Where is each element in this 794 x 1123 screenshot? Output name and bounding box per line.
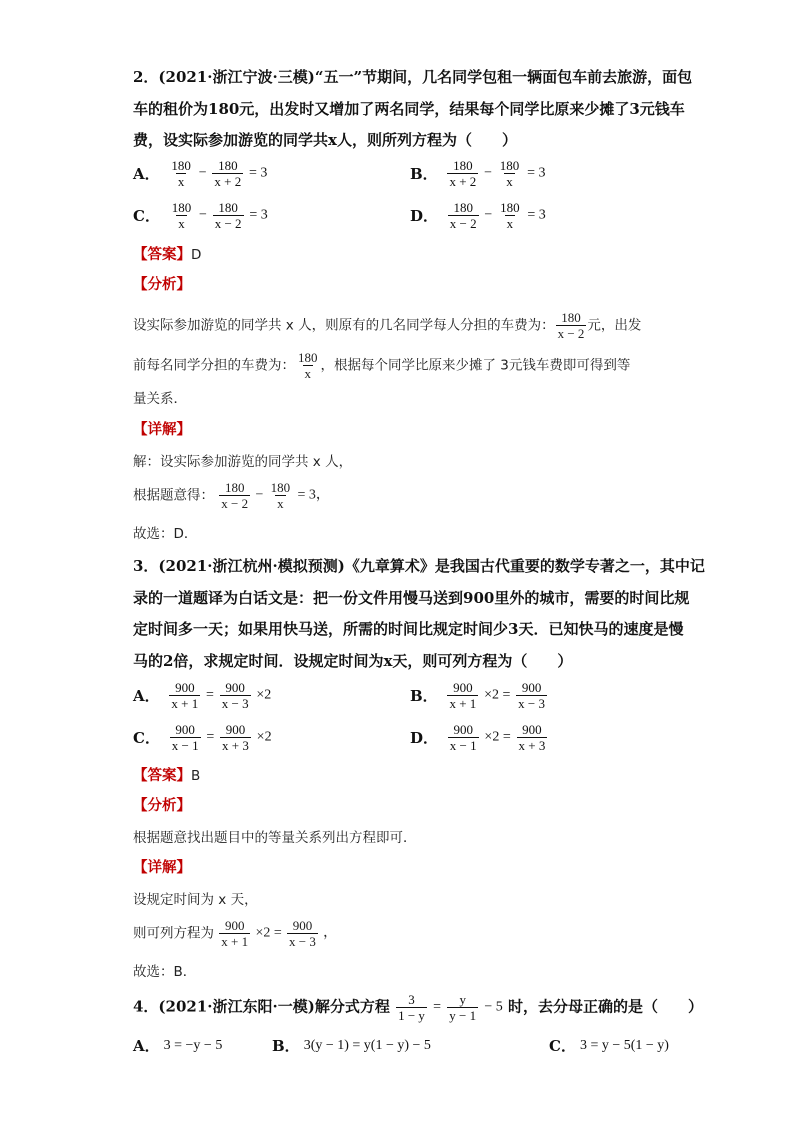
q2-option-b: B． $\frac{180}{x + 2}$ − $\frac{180}{x}$ = 3: [410, 158, 546, 189]
q2-detail-line-1: 解：设实际参加游览的同学共 x 人，: [133, 454, 353, 470]
q4-option-b: B． 3(y − 1) = y(1 − y) − 5: [272, 1037, 431, 1055]
q2-analysis-line-3: 量关系．: [133, 391, 187, 407]
q2-option-d: D． $\frac{180}{x - 2}$ − $\frac{180}{x}$ = 3: [410, 200, 546, 231]
q3-option-b: B． $\frac{900}{x + 1}$ ×2 = $\frac{900}{x - 3}$: [410, 680, 546, 711]
q4-stem-line-1: 4．(2021·浙江东阳·一模)解分式方程 $\frac{3}{1 - y}$ = $\frac{y}{y - 1}$ − 5 时，去分母正确的是（ ）: [133, 992, 704, 1023]
q2-stem-line-1: 2．(2021·浙江宁波·三模)“五一”节期间，几名同学包租一辆面包车前去旅游，面包: [133, 68, 693, 86]
q3-detail-line-3: 故选：B．: [133, 964, 197, 980]
q4-option-c: C． 3 = y − 5(1 − y): [549, 1037, 669, 1055]
q3-option-d: D． $\frac{900}{x - 1}$ ×2 = $\frac{900}{x + 3}$: [410, 722, 546, 753]
q3-detail-line-2: 则可列方程为 $\frac{900}{x + 1}$ ×2 = $\frac{900}{x - 3}$ ，: [133, 918, 338, 949]
q2-analysis-tag: 【分析】: [133, 277, 191, 293]
q2-stem-line-3: 费，设实际参加游览的同学共x人，则所列方程为（ ）: [133, 131, 517, 149]
q2-stem-line-2: 车的租价为180元，出发时又增加了两名同学，结果每个同学比原来少摊了3元钱车: [133, 100, 685, 118]
q3-answer: 【答案】B: [133, 768, 201, 784]
q2-analysis-line-2: 前每名同学分担的车费为： $\frac{180}{x}$ ，根据每个同学比原来少摊了 3元钱车费即可得到等: [133, 350, 631, 381]
q2-analysis-line-1: 设实际参加游览的同学共 x 人，则原有的几名同学每人分担的车费为： $\frac{180}{x - 2}$ 元，出发: [133, 310, 642, 341]
q3-option-a: A． $\frac{900}{x + 1}$ = $\frac{900}{x - 3}$ ×2: [133, 680, 272, 711]
q3-detail-tag: 【详解】: [133, 860, 191, 876]
q3-analysis-tag: 【分析】: [133, 798, 191, 814]
q3-stem-line-3: 定时间多一天；如果用快马送，所需的时间比规定时间少3天．已知快马的速度是慢: [133, 620, 684, 638]
q4-option-a: A． 3 = −y − 5: [133, 1037, 223, 1055]
q2-option-c: C． $\frac{180}{x}$ − $\frac{180}{x - 2}$ = 3: [133, 200, 268, 231]
q2-detail-line-3: 故选：D．: [133, 526, 198, 542]
q2-detail-line-2: 根据题意得： $\frac{180}{x - 2}$ − $\frac{180}{x}$ = 3，: [133, 480, 330, 511]
q3-detail-line-1: 设规定时间为 x 天，: [133, 892, 258, 908]
q3-stem-line-1: 3．(2021·浙江杭州·模拟预测)《九章算术》是我国古代重要的数学专著之一，其中记: [133, 557, 705, 575]
q3-stem-line-4: 马的2倍，求规定时间．设规定时间为x天，则可列方程为（ ）: [133, 652, 573, 670]
q2-detail-tag: 【详解】: [133, 422, 191, 438]
q3-option-c: C． $\frac{900}{x - 1}$ = $\frac{900}{x + 3}$ ×2: [133, 722, 272, 753]
q3-analysis-text: 根据题意找出题目中的等量关系列出方程即可．: [133, 830, 417, 846]
q3-stem-line-2: 录的一道题译为白话文是：把一份文件用慢马送到900里外的城市，需要的时间比规: [133, 589, 690, 607]
q2-answer: 【答案】D: [133, 247, 202, 263]
q2-option-a: A． $\frac{180}{x}$ − $\frac{180}{x + 2}$ = 3: [133, 158, 268, 189]
